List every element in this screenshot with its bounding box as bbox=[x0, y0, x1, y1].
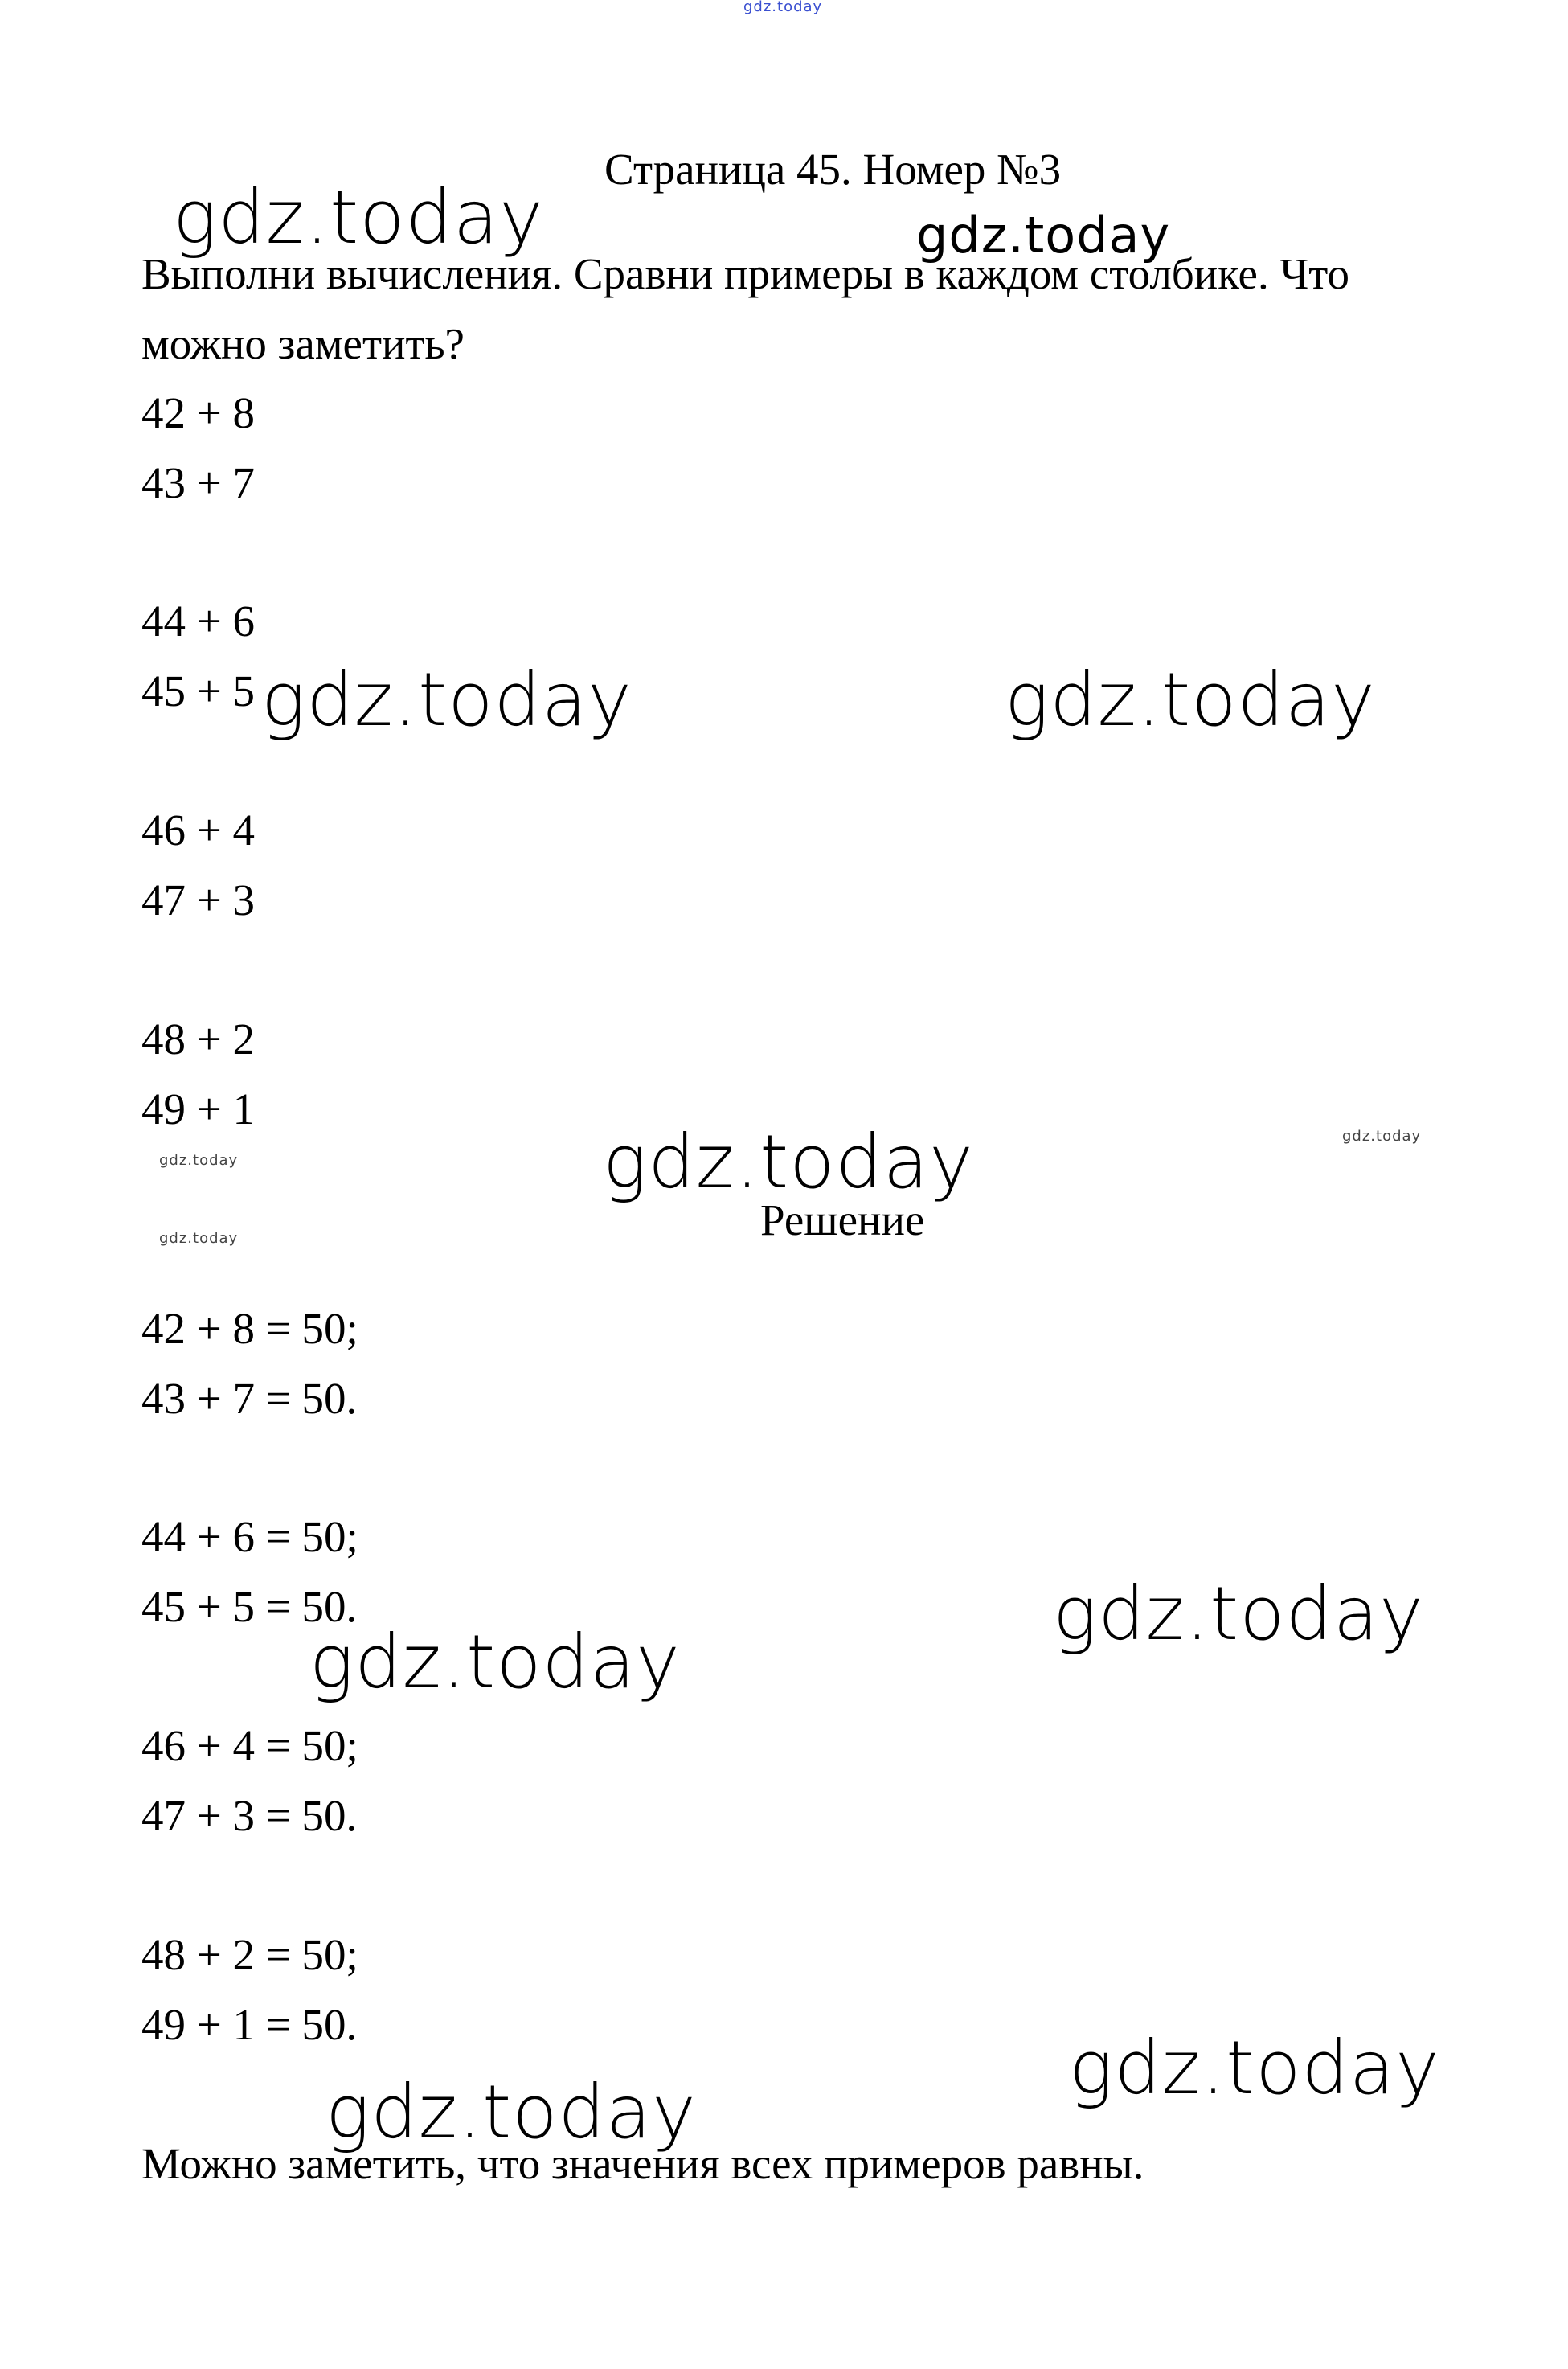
task-example: 45 + 5 bbox=[141, 666, 256, 715]
watermark-7: gdz.today bbox=[603, 1119, 974, 1205]
watermark-9: gdz.today bbox=[1053, 1571, 1424, 1657]
solution-line: 42 + 8 = 50; bbox=[141, 1304, 358, 1353]
solution-line: 48 + 2 = 50; bbox=[141, 1930, 358, 1979]
task-text-line-2: можно заметить? bbox=[141, 319, 465, 368]
solution-line: 44 + 6 = 50; bbox=[141, 1512, 358, 1561]
watermark-1: gdz.today bbox=[173, 174, 544, 260]
solution-line: 46 + 4 = 50; bbox=[141, 1721, 358, 1770]
solution-line: 49 + 1 = 50. bbox=[141, 2000, 358, 2049]
task-text-line-1: Выполни вычисления. Сравни примеры в каждом столбике. Что bbox=[141, 249, 1350, 298]
solution-line: 43 + 7 = 50. bbox=[141, 1374, 358, 1423]
task-example: 44 + 6 bbox=[141, 596, 256, 646]
watermark-10: gdz.today bbox=[309, 1619, 681, 1705]
task-example: 42 + 8 bbox=[141, 388, 256, 437]
task-example: 48 + 2 bbox=[141, 1014, 256, 1064]
task-example: 49 + 1 bbox=[141, 1084, 256, 1133]
solution-heading: Решение bbox=[760, 1195, 925, 1244]
watermark-3: gdz.today bbox=[261, 657, 633, 743]
task-example: 43 + 7 bbox=[141, 458, 256, 507]
watermark-12: gdz.today bbox=[325, 2069, 697, 2155]
task-example: 46 + 4 bbox=[141, 805, 256, 855]
watermark-11: gdz.today bbox=[1069, 2025, 1440, 2111]
solution-line: 45 + 5 = 50. bbox=[141, 1582, 358, 1631]
solution-conclusion: Можно заметить, что значения всех примеров равны. bbox=[141, 2139, 1144, 2188]
watermark-top: gdz.today bbox=[743, 0, 823, 15]
watermark-8: gdz.today bbox=[159, 1230, 239, 1247]
watermark-5: gdz.today bbox=[159, 1152, 239, 1169]
page-title: Страница 45. Номер №3 bbox=[604, 145, 1062, 194]
task-example: 47 + 3 bbox=[141, 875, 256, 924]
watermark-4: gdz.today bbox=[1005, 657, 1376, 743]
solution-line: 47 + 3 = 50. bbox=[141, 1791, 358, 1840]
watermark-6: gdz.today bbox=[1342, 1128, 1422, 1145]
watermark-2: gdz.today bbox=[916, 206, 1171, 264]
